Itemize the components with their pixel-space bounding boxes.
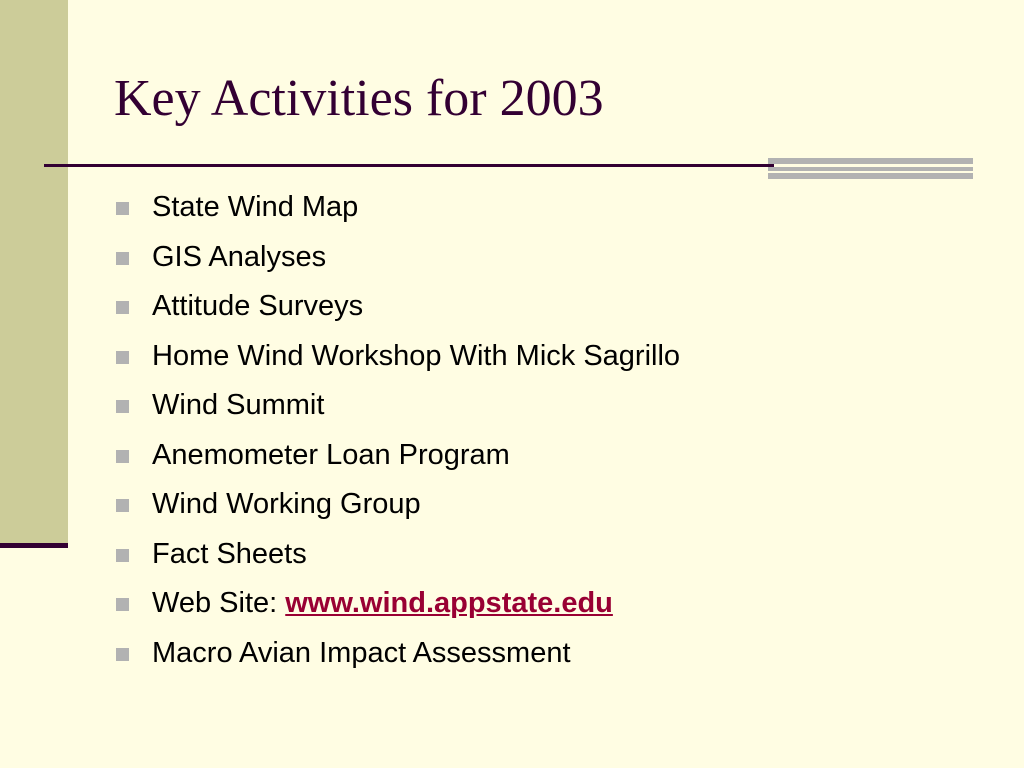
list-item-text: Wind Working Group <box>152 488 421 520</box>
list-item <box>114 233 680 283</box>
square-bullet-icon <box>116 252 129 265</box>
accent-bar <box>768 158 973 180</box>
list-item-text: Anemometer Loan Program <box>152 438 510 471</box>
list-item-text: Home Wind Workshop With Mick Sagrillo <box>152 339 681 372</box>
website-link[interactable]: www.wind.appstate.edu <box>285 587 613 619</box>
square-bullet-icon <box>116 301 129 314</box>
square-bullet-icon <box>116 598 129 611</box>
activity-list <box>114 183 680 678</box>
list-item-text <box>152 587 613 619</box>
list-item <box>114 530 680 580</box>
left-decor-band <box>0 0 68 543</box>
list-item <box>114 480 680 530</box>
list-item-text: Fact Sheets <box>152 537 307 570</box>
title-divider <box>44 164 774 167</box>
list-item <box>114 629 680 679</box>
slide-title: Key Activities for 2003 <box>114 70 604 127</box>
list-item-text: GIS Analyses <box>152 240 327 273</box>
list-item <box>114 381 680 431</box>
square-bullet-icon <box>116 400 129 413</box>
list-item-text: Attitude Surveys <box>152 290 364 322</box>
list-item-text: Macro Avian Impact Assessment <box>152 636 571 669</box>
accent-stripe <box>768 158 973 164</box>
accent-stripe <box>768 173 973 179</box>
list-item-text: Wind Summit <box>152 389 325 421</box>
accent-stripe <box>768 167 973 171</box>
square-bullet-icon <box>116 499 129 512</box>
list-item <box>114 431 680 481</box>
square-bullet-icon <box>116 351 129 364</box>
list-item <box>114 579 680 629</box>
square-bullet-icon <box>116 202 129 215</box>
list-item-text: State Wind Map <box>152 191 359 223</box>
square-bullet-icon <box>116 648 129 661</box>
left-decor-line <box>0 543 68 548</box>
square-bullet-icon <box>116 549 129 562</box>
square-bullet-icon <box>116 450 129 463</box>
list-item <box>114 332 680 382</box>
list-item <box>114 183 680 233</box>
web-site-label: Web Site: <box>152 587 286 619</box>
list-item <box>114 282 680 332</box>
